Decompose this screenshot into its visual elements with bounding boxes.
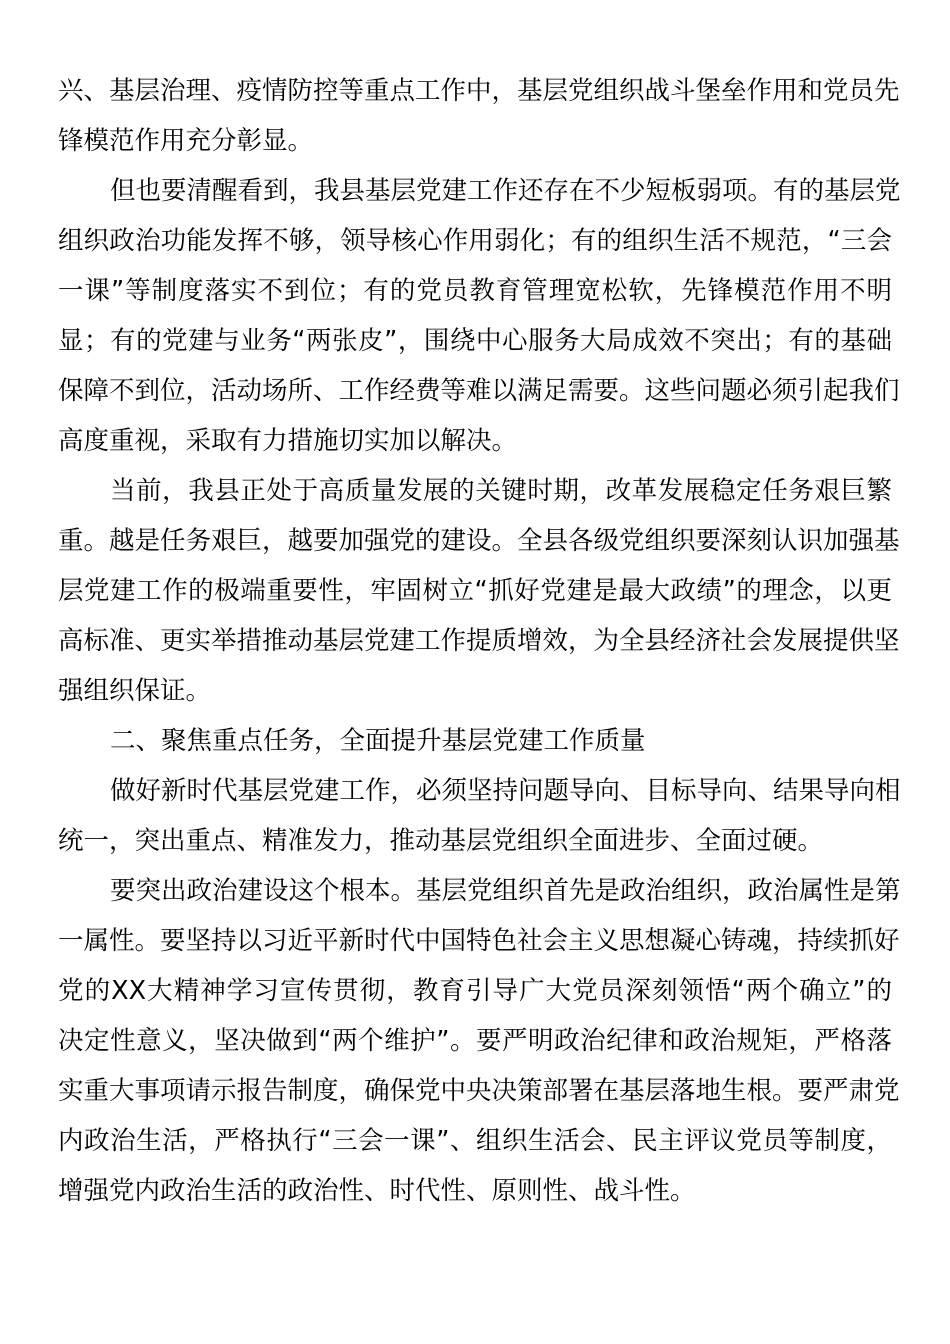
text-line: 决定性意义，坚决做到“两个维护”。要严明政治纪律和政治规矩，严格落 bbox=[58, 1026, 892, 1056]
text-line: 兴、基层治理、疫情防控等重点工作中，基层党组织战斗堡垒作用和党员先 bbox=[58, 76, 900, 106]
body-text bbox=[58, 66, 901, 1216]
paragraph-current-period bbox=[58, 466, 900, 716]
text-line: 重。越是任务艰巨，越要加强党的建设。全县各级党组织要深刻认识加强基 bbox=[58, 526, 900, 556]
text-line: 党的XX大精神学习宣传贯彻，教育引导广大党员深刻领悟“两个确立”的 bbox=[58, 976, 892, 1006]
paragraph-shortcomings bbox=[58, 166, 901, 466]
paragraph-political-building bbox=[58, 866, 901, 1216]
text-line: 做好新时代基层党建工作，必须坚持问题导向、目标导向、结果导向相 bbox=[110, 776, 901, 806]
text-line: 一属性。要坚持以习近平新时代中国特色社会主义思想凝心铸魂，持续抓好 bbox=[58, 926, 900, 956]
text-line: 但也要清醒看到，我县基层党建工作还存在不少短板弱项。有的基层党 bbox=[110, 176, 901, 206]
text-line: 当前，我县正处于高质量发展的关键时期，改革发展稳定任务艰巨繁 bbox=[110, 476, 892, 506]
text-line: 组织政治功能发挥不够，领导核心作用弱化；有的组织生活不规范，“三会 bbox=[58, 226, 892, 256]
text-line: 显；有的党建与业务“两张皮”，围绕中心服务大局成效不突出；有的基础 bbox=[58, 326, 892, 356]
text-line: 强组织保证。 bbox=[58, 676, 212, 706]
text-line: 高标准、更实举措推动基层党建工作提质增效，为全县经济社会发展提供坚 bbox=[58, 626, 900, 656]
text-line: 保障不到位，活动场所、工作经费等难以满足需要。这些问题必须引起我们 bbox=[58, 376, 900, 406]
text-line: 实重大事项请示报告制度，确保党中央决策部署在基层落地生根。要严肃党 bbox=[58, 1076, 900, 1106]
section-heading-text: 二、聚焦重点任务，全面提升基层党建工作质量 bbox=[110, 726, 646, 756]
text-line: 层党建工作的极端重要性，牢固树立“抓好党建是最大政绩”的理念，以更 bbox=[58, 576, 892, 606]
text-line: 内政治生活，严格执行“三会一课”、组织生活会、民主评议党员等制度， bbox=[58, 1126, 892, 1156]
text-line: 统一，突出重点、精准发力，推动基层党组织全面进步、全面过硬。 bbox=[58, 826, 824, 856]
text-line: 增强党内政治生活的政治性、时代性、原则性、战斗性。 bbox=[58, 1176, 696, 1206]
text-line: 一课”等制度落实不到位；有的党员教育管理宽松软，先锋模范作用不明 bbox=[58, 276, 892, 306]
text-line: 高度重视，采取有力措施切实加以解决。 bbox=[58, 426, 518, 456]
paragraph-continuation bbox=[58, 66, 900, 166]
section-heading bbox=[58, 716, 892, 766]
text-line: 要突出政治建设这个根本。基层党组织首先是政治组织，政治属性是第 bbox=[110, 876, 901, 906]
text-line: 锋模范作用充分彰显。 bbox=[58, 126, 314, 156]
paragraph-orientation bbox=[58, 766, 901, 866]
